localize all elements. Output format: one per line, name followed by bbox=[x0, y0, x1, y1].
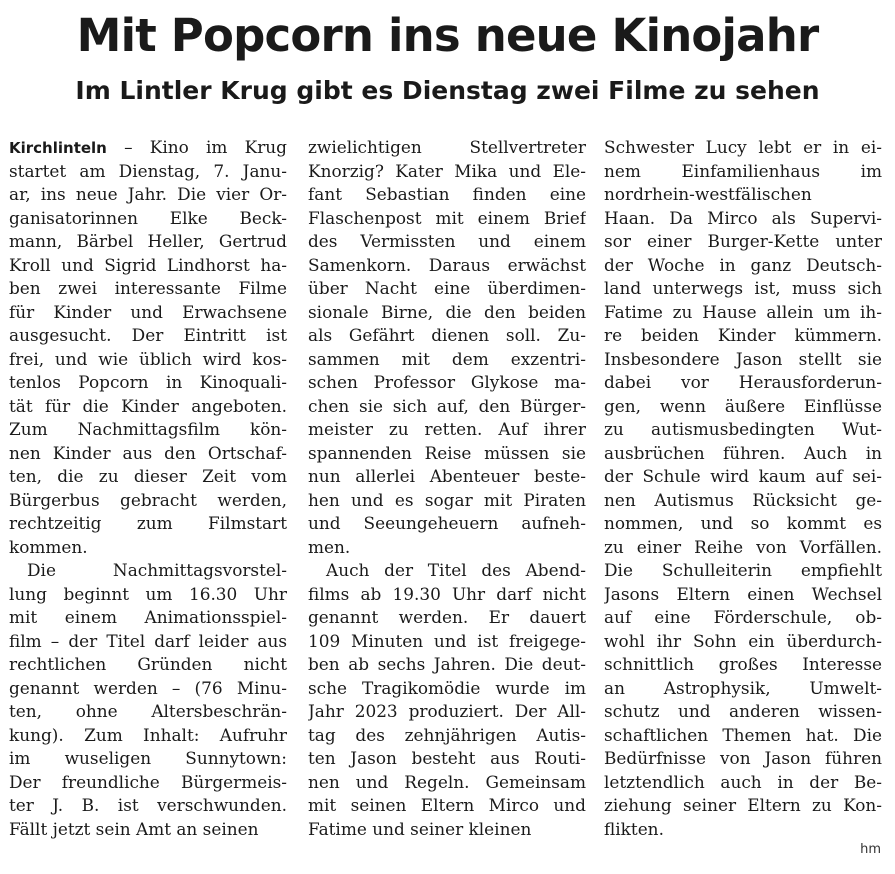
text-line: sammen mit dem exzentri- bbox=[308, 348, 586, 369]
text-line: schutz und anderen wissen- bbox=[604, 701, 882, 721]
text-line-content: – Kino im Krug bbox=[106, 137, 287, 157]
text-line: ten, ohne Altersbeschrän- bbox=[9, 701, 287, 721]
text-line: nun allerlei Abenteuer beste- bbox=[308, 466, 586, 486]
text-line: nordrhein-westfälischen bbox=[604, 184, 812, 204]
text-line: Insbesondere Jason stellt sie bbox=[604, 348, 882, 369]
text-line: ziehung seiner Eltern zu Kon- bbox=[604, 795, 882, 815]
text-line: tag des zehnjährigen Autis- bbox=[308, 724, 586, 745]
text-line: der Schule wird kaum auf sei- bbox=[604, 466, 882, 486]
text-line: ben ab sechs Jahren. Die deut- bbox=[308, 654, 586, 674]
subheadline: Im Lintler Krug gibt es Dienstag zwei Filme zu sehen bbox=[75, 76, 820, 105]
text-line: über Nacht eine überdimen- bbox=[308, 278, 586, 298]
text-line: Der freundliche Bürgermeis- bbox=[9, 771, 287, 792]
text-line: ben zwei interessante Filme bbox=[9, 278, 287, 298]
text-line: meister zu retten. Auf ihrer bbox=[308, 419, 586, 439]
text-line: sionale Birne, die den beiden bbox=[308, 301, 586, 322]
text-line: men. bbox=[308, 536, 351, 557]
author-initials: hm bbox=[860, 842, 881, 857]
text-line: Die Nachmittagsvorstel- bbox=[27, 560, 287, 580]
text-line: an Astrophysik, Umwelt- bbox=[604, 677, 882, 698]
text-line: Fatime zu Hause allein um ih- bbox=[604, 301, 882, 322]
text-line: fant Sebastian finden eine bbox=[308, 184, 586, 204]
article-column-3 bbox=[604, 136, 882, 841]
text-line: Kroll und Sigrid Lindhorst ha- bbox=[9, 254, 287, 275]
text-line: genannt werden – (76 Minu- bbox=[9, 677, 287, 698]
text-line: 109 Minuten und ist freigege- bbox=[308, 630, 586, 651]
text-line: Fatime und seiner kleinen bbox=[308, 818, 532, 839]
text-line: Knorzig? Kater Mika und Ele- bbox=[308, 160, 586, 181]
text-line: re beiden Kinder kümmern. bbox=[604, 325, 882, 345]
text-line: mann, Bärbel Heller, Gertrud bbox=[9, 231, 287, 251]
text-line: Flaschenpost mit einem Brief bbox=[308, 207, 586, 228]
text-line: Schwester Lucy lebt er in ei- bbox=[604, 137, 882, 157]
text-line: zu autismusbedingten Wut- bbox=[604, 419, 882, 439]
text-line: mit seinen Eltern Mirco und bbox=[308, 795, 586, 815]
text-line: zu einer Reihe von Vorfällen. bbox=[604, 536, 882, 557]
text-line: Jasons Eltern einen Wechsel bbox=[604, 583, 882, 604]
text-line: dabei vor Herausforderun- bbox=[604, 372, 882, 392]
text-line: schen Professor Glykose ma- bbox=[308, 372, 586, 392]
text-line: der Woche in ganz Deutsch- bbox=[604, 254, 882, 275]
text-line: hen und es sogar mit Piraten bbox=[308, 489, 586, 510]
text-line: Fällt jetzt sein Amt an seinen bbox=[9, 818, 259, 839]
text-line: nen und Regeln. Gemeinsam bbox=[308, 771, 586, 792]
text-line: nem Einfamilienhaus im bbox=[604, 160, 882, 181]
text-line: Jahr 2023 produziert. Der All- bbox=[308, 701, 586, 721]
text-line: genannt werden. Er dauert bbox=[308, 607, 586, 627]
text-line: films ab 19.30 Uhr darf nicht bbox=[308, 583, 586, 604]
text-line: rechtzeitig zum Filmstart bbox=[9, 513, 287, 533]
text-line: Die Schulleiterin empfiehlt bbox=[604, 560, 882, 580]
dateline: Kirchlinteln bbox=[9, 139, 107, 157]
text-line: film – der Titel darf leider aus bbox=[9, 630, 287, 651]
text-line: ausbrüchen führen. Auch in bbox=[604, 442, 882, 463]
text-line: mit einem Animationsspiel- bbox=[9, 607, 287, 627]
text-line: nen Kinder aus den Ortschaf- bbox=[9, 442, 287, 463]
text-line: Auch der Titel des Abend- bbox=[326, 560, 586, 580]
text-line: im wuseligen Sunnytown: bbox=[9, 748, 287, 768]
text-line: als Gefährt dienen soll. Zu- bbox=[308, 325, 586, 345]
text-line: Bedürfnisse von Jason führen bbox=[604, 748, 882, 768]
text-line: auf eine Förderschule, ob- bbox=[604, 607, 882, 627]
text-line: tät für die Kinder angeboten. bbox=[9, 395, 287, 416]
text-line: spannenden Reise müssen sie bbox=[308, 442, 586, 463]
text-line: sche Tragikomödie wurde im bbox=[308, 677, 586, 698]
text-line: ter J. B. ist verschwunden. bbox=[9, 795, 287, 815]
article-column-1 bbox=[9, 136, 287, 841]
text-line: schnittlich großes Interesse bbox=[604, 654, 882, 674]
text-line: zwielichtigen Stellvertreter bbox=[308, 137, 586, 157]
text-line: wohl ihr Sohn ein überdurch- bbox=[604, 630, 882, 651]
text-line: chen sie sich auf, den Bürger- bbox=[308, 395, 586, 416]
text-line: lung beginnt um 16.30 Uhr bbox=[9, 583, 287, 604]
text-line: ar, ins neue Jahr. Die vier Or- bbox=[9, 184, 287, 204]
text-line: sor einer Burger-Kette unter bbox=[604, 231, 882, 251]
text-line: flikten. bbox=[604, 818, 664, 839]
text-line: frei, und wie üblich wird kos- bbox=[9, 348, 287, 369]
text-line: kung). Zum Inhalt: Aufruhr bbox=[9, 724, 287, 745]
text-line: land unterwegs ist, muss sich bbox=[604, 278, 882, 298]
text-line: Zum Nachmittagsfilm kön- bbox=[9, 419, 287, 439]
text-line: nen Autismus Rücksicht ge- bbox=[604, 489, 882, 510]
text-line: Samenkorn. Daraus erwächst bbox=[308, 254, 586, 275]
text-line: letztendlich auch in der Be- bbox=[604, 771, 882, 792]
text-line: tenlos Popcorn in Kinoquali- bbox=[9, 372, 287, 392]
text-line: ausgesucht. Der Eintritt ist bbox=[9, 325, 287, 345]
article-column-2 bbox=[308, 136, 586, 841]
text-line: rechtlichen Gründen nicht bbox=[9, 654, 287, 674]
text-line: ten, die zu dieser Zeit vom bbox=[9, 466, 287, 486]
text-line: gen, wenn äußere Einflüsse bbox=[604, 395, 882, 416]
text-line: startet am Dienstag, 7. Janu- bbox=[9, 160, 287, 181]
text-line: kommen. bbox=[9, 536, 88, 557]
text-line: für Kinder und Erwachsene bbox=[9, 301, 287, 322]
headline: Mit Popcorn ins neue Kinojahr bbox=[76, 9, 819, 62]
text-line: schaftlichen Themen hat. Die bbox=[604, 724, 882, 745]
text-line: ganisatorinnen Elke Beck- bbox=[9, 207, 287, 228]
text-line: des Vermissten und einem bbox=[308, 231, 586, 251]
text-line: ten Jason besteht aus Routi- bbox=[308, 748, 586, 768]
text-line: und Seeungeheuern aufneh- bbox=[308, 513, 586, 533]
text-line: Bürgerbus gebracht werden, bbox=[9, 489, 287, 510]
text-line bbox=[9, 136, 287, 160]
text-line: Haan. Da Mirco als Supervi- bbox=[604, 207, 882, 228]
text-line: nommen, und so kommt es bbox=[604, 513, 882, 533]
